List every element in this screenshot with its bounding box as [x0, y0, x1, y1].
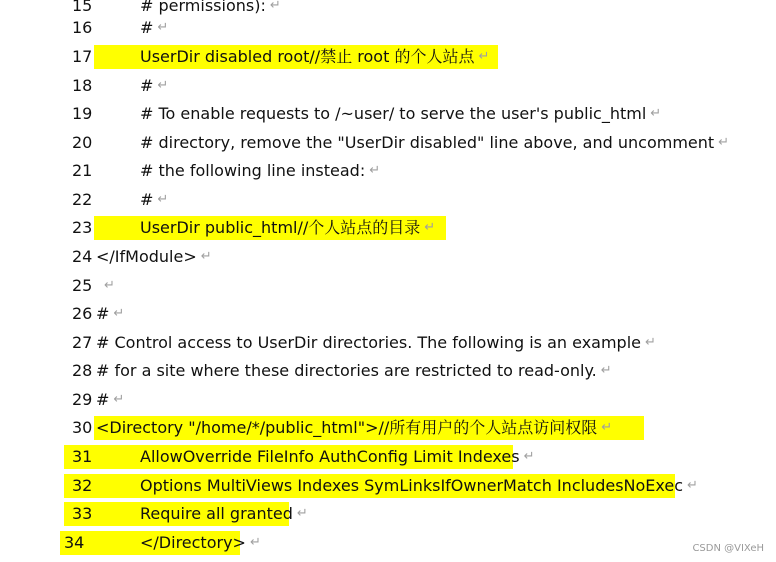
- line-number: 27: [72, 333, 93, 352]
- paragraph-mark-icon: ↵: [718, 135, 730, 150]
- paragraph-mark-icon: ↵: [269, 0, 281, 13]
- paragraph-mark-icon: ↵: [687, 478, 698, 493]
- paragraph-mark-icon: ↵: [650, 106, 662, 121]
- paragraph-mark-icon: ↵: [104, 278, 115, 293]
- line-number: 22: [72, 190, 93, 209]
- paragraph-mark-icon: ↵: [523, 449, 535, 464]
- document-line: [0, 131, 776, 155]
- line-text[interactable]: # Control access to UserDir directories. The following is an example: [96, 333, 641, 352]
- line-number: 26: [72, 304, 93, 323]
- line-text[interactable]: Options MultiViews Indexes SymLinksIfOwnerMatch IncludesNoExec: [140, 476, 684, 495]
- paragraph-mark-icon: ↵: [369, 163, 381, 178]
- paragraph-mark-icon: ↵: [200, 249, 212, 264]
- line-number: 31: [72, 447, 93, 466]
- paragraph-mark-icon: ↵: [600, 363, 612, 378]
- document-line: [0, 45, 776, 69]
- line-text[interactable]: #: [140, 18, 154, 37]
- line-number: 18: [72, 76, 93, 95]
- line-text[interactable]: #: [140, 190, 154, 209]
- line-text[interactable]: #: [96, 304, 110, 323]
- document-line: [0, 445, 776, 469]
- document-line: [0, 245, 776, 269]
- line-number: 33: [72, 504, 93, 523]
- paragraph-mark-icon: ↵: [601, 420, 613, 435]
- line-number: 15: [72, 0, 93, 15]
- document-line: [0, 274, 776, 298]
- line-text[interactable]: Require all granted: [140, 504, 293, 523]
- paragraph-mark-icon: ↵: [113, 306, 125, 321]
- paragraph-mark-icon: ↵: [645, 335, 656, 350]
- line-text[interactable]: </IfModule>: [96, 247, 197, 266]
- document-line: [0, 74, 776, 98]
- line-number: 24: [72, 247, 93, 266]
- line-text[interactable]: #: [96, 390, 110, 409]
- document-line: [0, 159, 776, 183]
- paragraph-mark-icon: ↵: [478, 49, 490, 64]
- line-text[interactable]: # the following line instead:: [140, 161, 366, 180]
- paragraph-mark-icon: ↵: [424, 220, 436, 235]
- line-text[interactable]: UserDir public_html//个人站点的目录: [140, 218, 421, 237]
- line-text[interactable]: # To enable requests to /~user/ to serve the user's public_html: [140, 104, 647, 123]
- line-number: 29: [72, 390, 93, 409]
- paragraph-mark-icon: ↵: [157, 192, 169, 207]
- line-text[interactable]: </Directory>: [140, 533, 246, 552]
- paragraph-mark-icon: ↵: [296, 506, 308, 521]
- document-line: [0, 302, 776, 326]
- line-number: 21: [72, 161, 93, 180]
- document-line: [0, 102, 776, 126]
- document-line: [0, 388, 776, 412]
- line-text[interactable]: # for a site where these directories are restricted to read-only.: [96, 361, 597, 380]
- line-number: 28: [72, 361, 93, 380]
- line-number: 19: [72, 104, 93, 123]
- line-number: 23: [72, 218, 93, 237]
- line-text[interactable]: <Directory "/home/*/public_html">//所有用户的个人站点访问权限: [96, 418, 598, 437]
- document-line: [0, 359, 776, 383]
- line-number: 16: [72, 18, 93, 37]
- document-line: [0, 502, 776, 526]
- document-line: [0, 16, 776, 40]
- document-line: [0, 474, 776, 498]
- watermark: CSDN @VIXeH: [692, 543, 764, 554]
- line-number: 30: [72, 418, 93, 437]
- line-number: 20: [72, 133, 93, 152]
- paragraph-mark-icon: ↵: [249, 535, 261, 550]
- paragraph-mark-icon: ↵: [113, 392, 125, 407]
- line-text[interactable]: AllowOverride FileInfo AuthConfig Limit Indexes: [140, 447, 520, 466]
- document-line: [0, 531, 776, 555]
- line-text[interactable]: # permissions):: [140, 0, 266, 15]
- paragraph-mark-icon: ↵: [157, 20, 169, 35]
- paragraph-mark-icon: ↵: [157, 78, 169, 93]
- document-line: [0, 331, 776, 355]
- line-text[interactable]: # directory, remove the "UserDir disabled" line above, and uncomment: [140, 133, 715, 152]
- line-number: 25: [72, 276, 93, 295]
- line-number: 34: [64, 533, 85, 552]
- document-line: [0, 188, 776, 212]
- line-number: 32: [72, 476, 93, 495]
- line-number: 17: [72, 47, 93, 66]
- line-text[interactable]: #: [140, 76, 154, 95]
- line-text[interactable]: UserDir disabled root//禁止 root 的个人站点: [140, 47, 475, 66]
- document-line: [0, 216, 776, 240]
- document-line: [0, 416, 776, 440]
